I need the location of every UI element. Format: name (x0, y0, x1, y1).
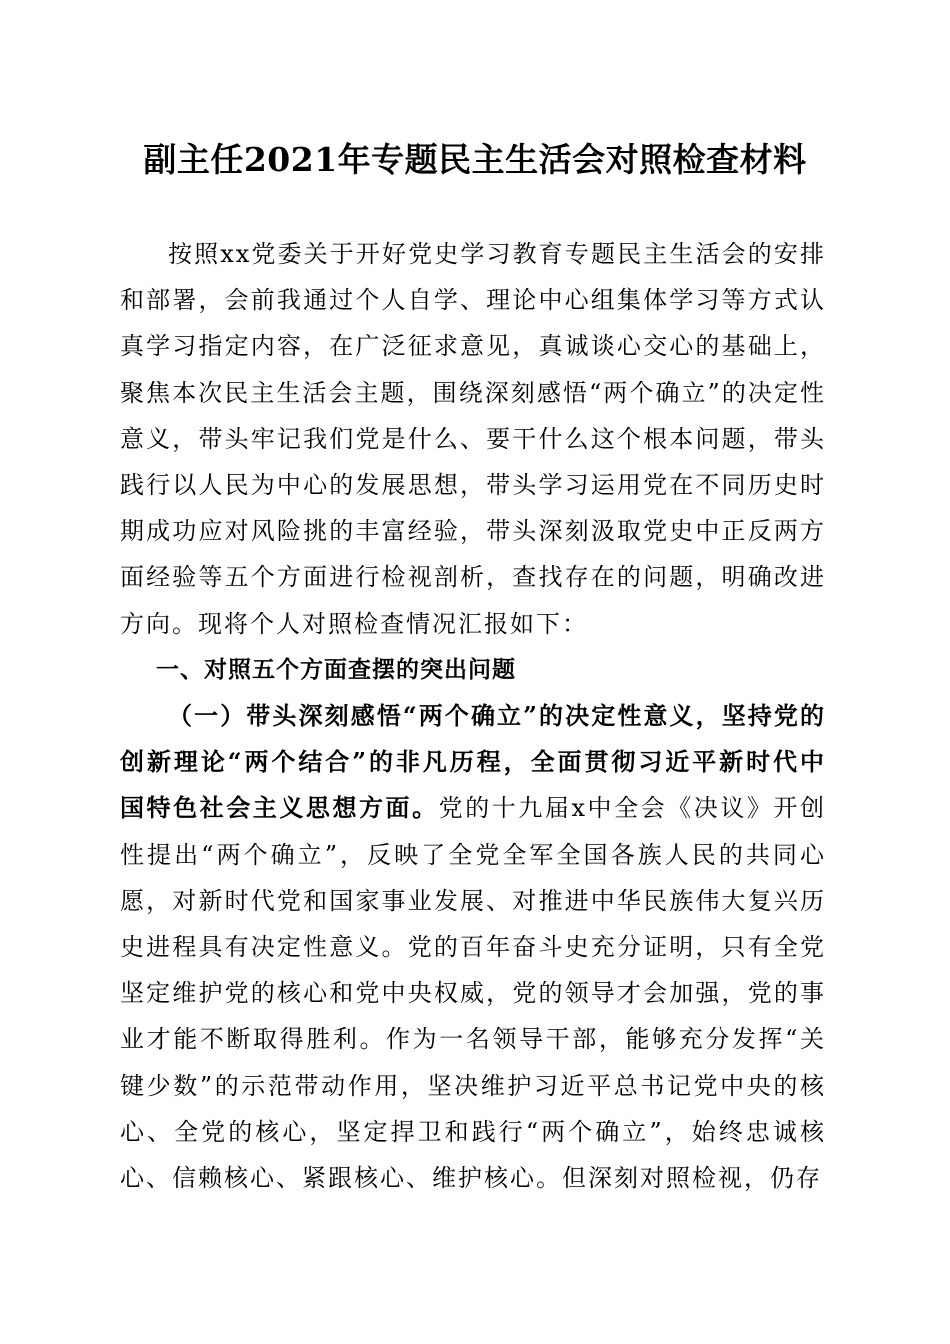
document-body (120, 231, 826, 1201)
section-heading: 一、对照五个方面查摆的突出问题 (156, 656, 516, 683)
subsection-paragraph (120, 693, 826, 1201)
document-title: 副主任2021年专题民主生活会对照检查材料 (143, 140, 807, 179)
subsection-heading: （一）带头深刻感悟“两个确立”的决定性意义，坚持党的创新理论“两个结合”的非凡历程，全面贯彻习近平新时代中国特色社会主义思想方面。 (120, 701, 826, 823)
intro-paragraph: 按照xx党委关于开好党史学习教育专题民主生活会的安排和部署，会前我通过个人自学、理论中心组集体学习等方式认真学习指定内容，在广泛征求意见，真诚谈心交心的基础上，聚焦本次民主生活会主题，围绕深刻感悟“两个确立”的决定性意义，带头牢记我们党是什么、要干什么这个根本问题，带头践行以人民为中心的发展思想，带头学习运用党在不同历史时期成功应对风险挑的丰富经验，带头深刻汲取党史中正反两方面经验等五个方面进行检视剖析，查找存在的问题，明确改进方向。现将个人对照检查情况汇报如下： (120, 240, 826, 638)
subsection-body: 党的十九届x中全会《决议》开创性提出“两个确立”，反映了全党全军全国各族人民的共同心愿，对新时代党和国家事业发展、对推进中华民族伟大复兴历史进程具有决定性意义。党的百年奋斗史充分证明，只有全党坚定维护党的核心和党中央权威，党的领导才会加强，党的事业才能不断取得胜利。作为一名领导干部，能够充分发挥“关键少数”的示范带动作用，坚决维护习近平总书记党中央的核心、全党的核心，坚定捍卫和践行“两个确立”，始终忠诚核心、信赖核心、紧跟核心、维护核心。但深刻对照检视，仍存 (120, 794, 826, 1193)
